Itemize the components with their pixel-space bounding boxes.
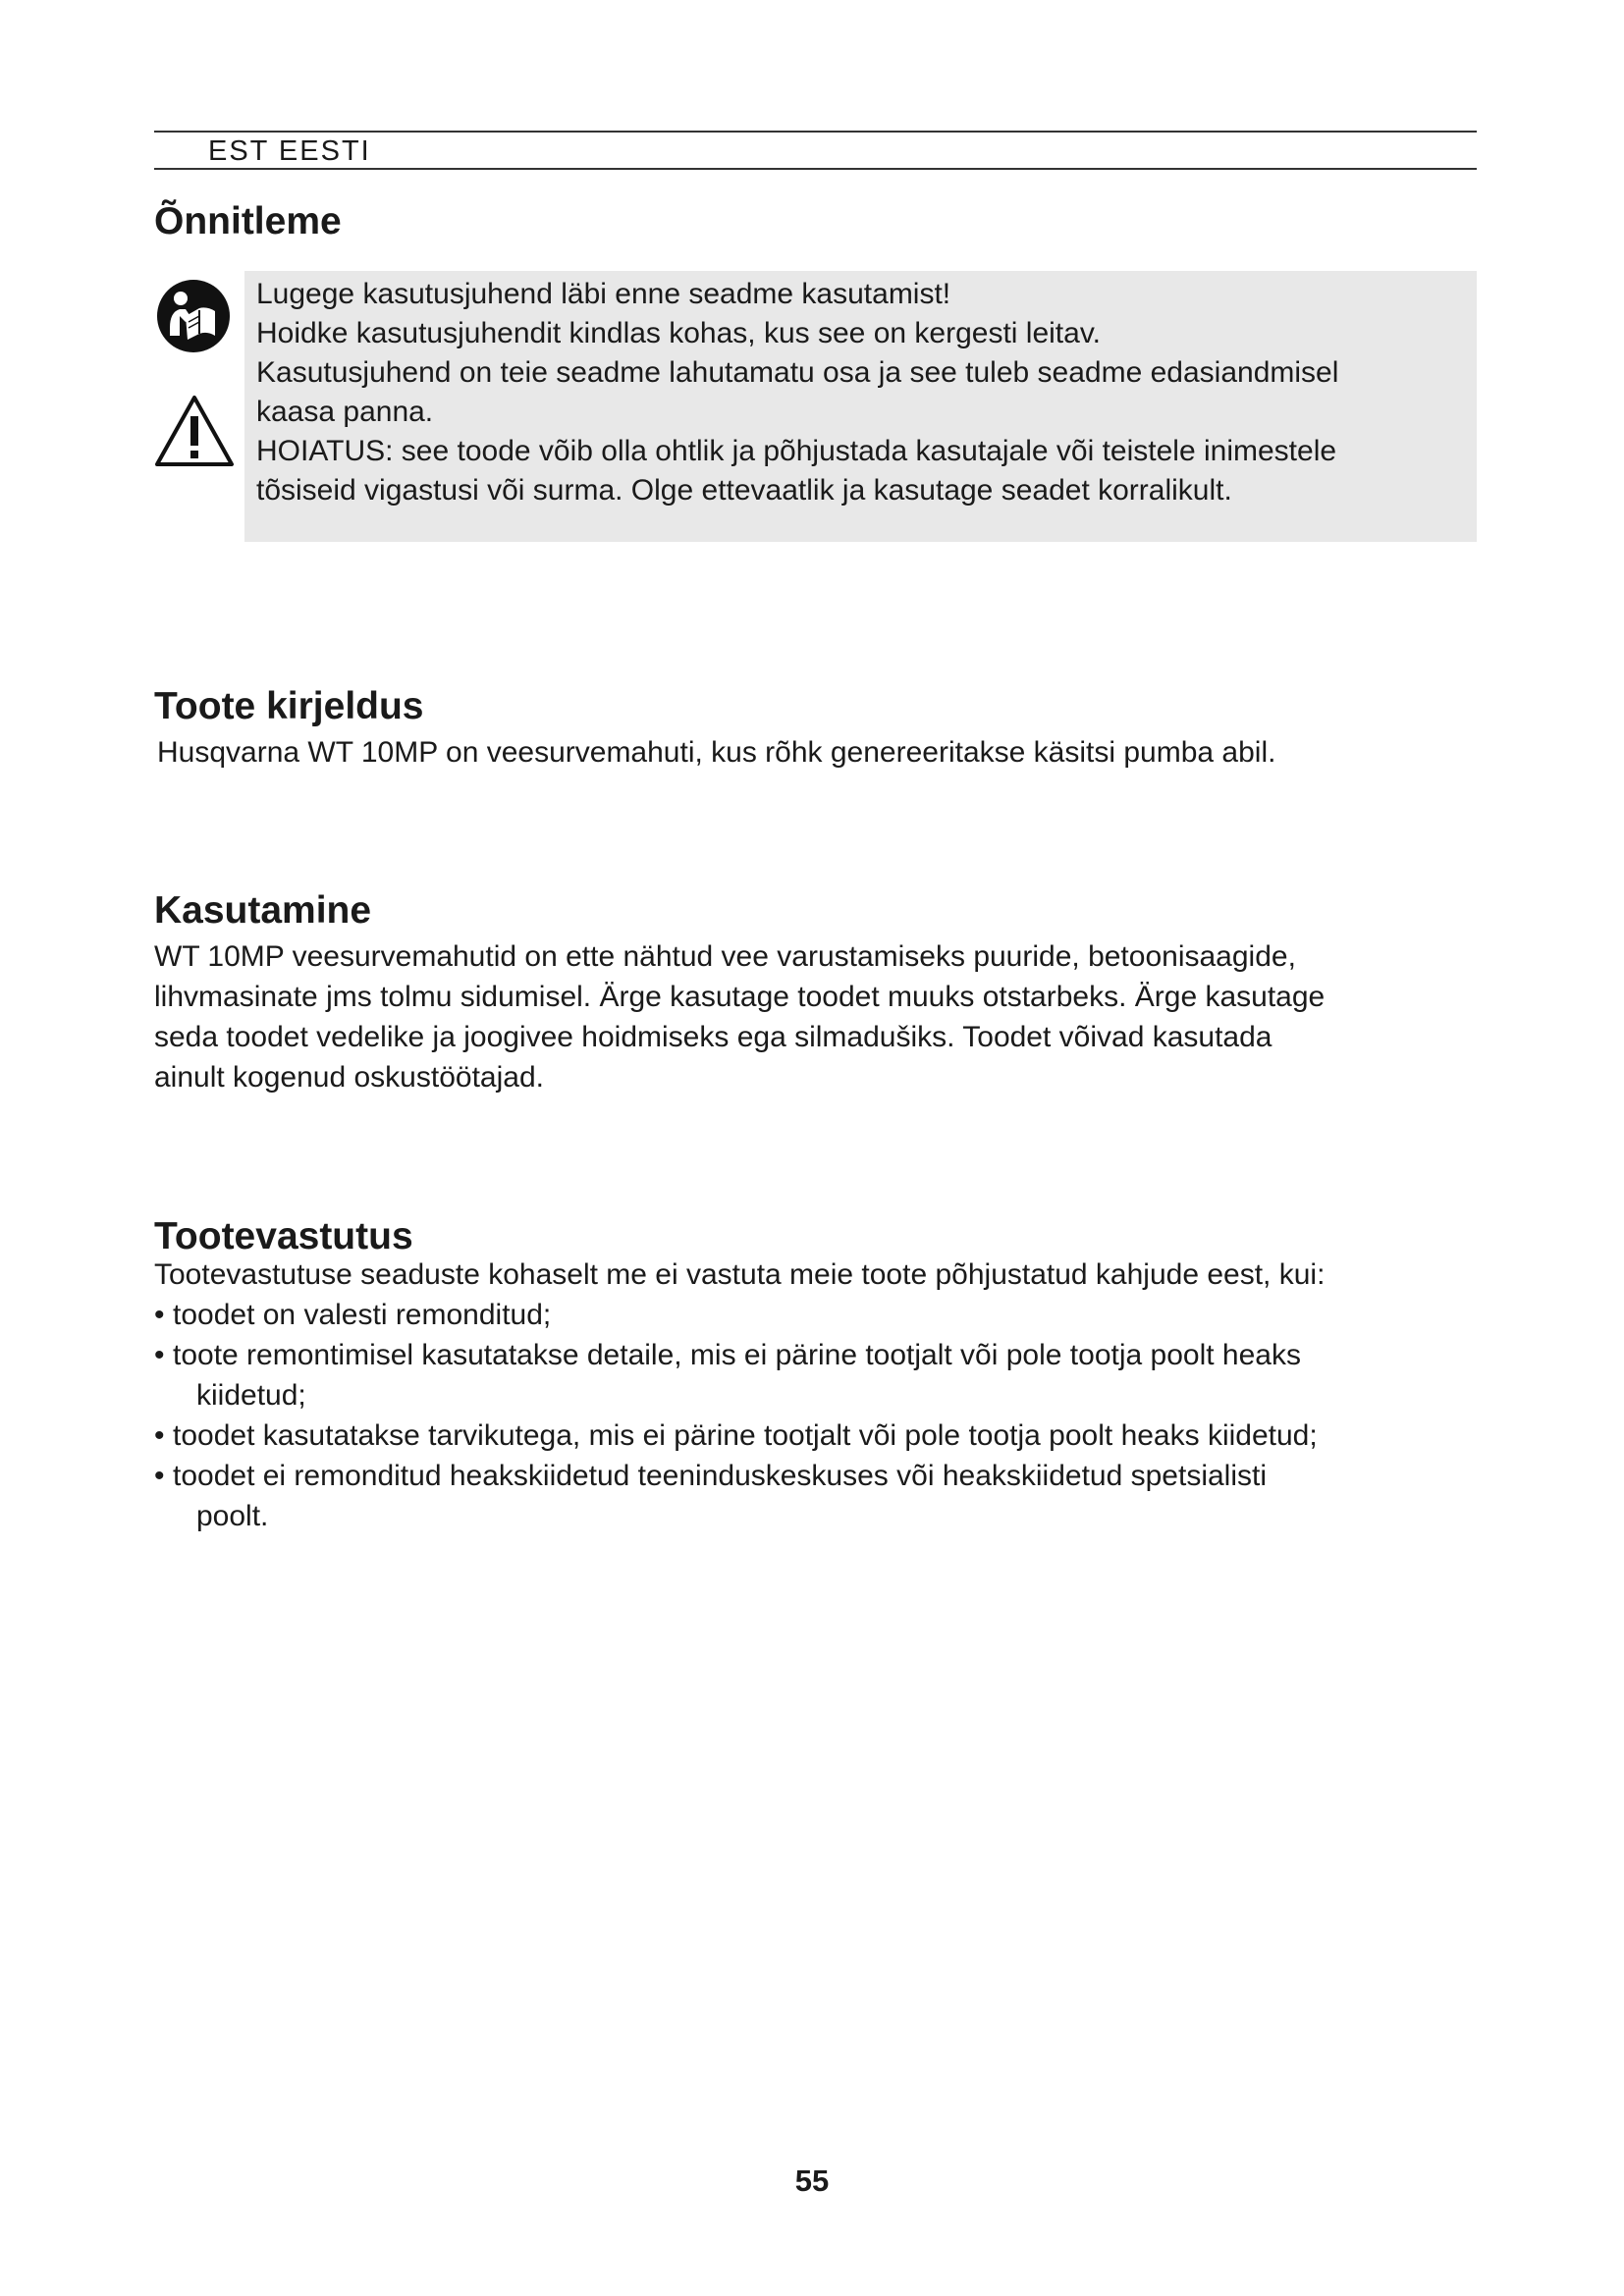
- bullet-symbol: •: [154, 1419, 165, 1452]
- bullet-symbol: •: [154, 1299, 165, 1331]
- liability-intro-line: Tootevastutuse seaduste kohaselt me ei vastuta meie toote põhjustatud kahjude eest, kui:: [154, 1258, 1326, 1291]
- liability-title: Tootevastutus: [154, 1215, 413, 1257]
- description-text: [157, 732, 1492, 773]
- bullet-symbol: •: [154, 1339, 165, 1371]
- usage-line: lihvmasinate jms tolmu sidumisel. Ärge kasutage toodet muuks otstarbeks. Ärge kasutage: [154, 981, 1326, 1013]
- notice-line: Lugege kasutusjuhend läbi enne seadme kasutamist!: [256, 278, 951, 310]
- list-item-text-continued: kiidetud;: [196, 1379, 306, 1412]
- notice-line: HOIATUS: see toode võib olla ohtlik ja põhjustada kasutajale või teistele inimestele: [256, 435, 1337, 467]
- usage-line: WT 10MP veesurvemahutid on ette nähtud vee varustamiseks puuride, betoonisaagide,: [154, 940, 1296, 973]
- list-item: [154, 1295, 1489, 1335]
- notice-line: Kasutusjuhend on teie seadme lahutamatu osa ja see tuleb seadme edasiandmisel: [256, 356, 1339, 389]
- list-item-text: toodet on valesti remonditud;: [173, 1299, 552, 1331]
- list-item: [154, 1415, 1489, 1456]
- liability-intro: [154, 1255, 1489, 1295]
- read-manual-icon: [156, 279, 231, 353]
- notice-line: Hoidke kasutusjuhendit kindlas kohas, kus see on kergesti leitav.: [256, 317, 1101, 349]
- language-label: EST EESTI: [208, 135, 371, 167]
- notice-line: kaasa panna.: [256, 396, 434, 428]
- notice-line: tõsiseid vigastusi või surma. Olge ettevaatlik ja kasutage seadet korralikult.: [256, 474, 1232, 507]
- safety-notice-box: [244, 271, 1477, 542]
- list-item: [154, 1335, 1489, 1415]
- language-header-bar: [154, 131, 1477, 170]
- description-title: Toote kirjeldus: [154, 685, 424, 727]
- warning-icon: [154, 395, 235, 467]
- list-item-text: toote remontimisel kasutatakse detaile, mis ei pärine tootjalt või pole tootja poolt heaks: [173, 1339, 1301, 1371]
- intro-title: Õnnitleme: [154, 200, 342, 242]
- liability-list: [154, 1295, 1489, 1536]
- list-item-text: toodet kasutatakse tarvikutega, mis ei pärine tootjalt või pole tootja poolt heaks kiidetud;: [173, 1419, 1318, 1452]
- description-line: Husqvarna WT 10MP on veesurvemahuti, kus rõhk genereeritakse käsitsi pumba abil.: [157, 736, 1276, 769]
- usage-line: seda toodet vedelike ja joogivee hoidmiseks ega silmadušiks. Toodet võivad kasutada: [154, 1021, 1272, 1053]
- bullet-symbol: •: [154, 1460, 165, 1492]
- list-item-text-continued: poolt.: [196, 1500, 269, 1532]
- page-number: 55: [794, 2163, 830, 2198]
- usage-title: Kasutamine: [154, 889, 372, 932]
- list-item-text: toodet ei remonditud heakskiidetud teeninduskeskuses või heakskiidetud spetsialisti: [173, 1460, 1267, 1492]
- usage-line: ainult kogenud oskustöötajad.: [154, 1061, 544, 1094]
- usage-text: [154, 936, 1489, 1097]
- list-item: [154, 1456, 1489, 1536]
